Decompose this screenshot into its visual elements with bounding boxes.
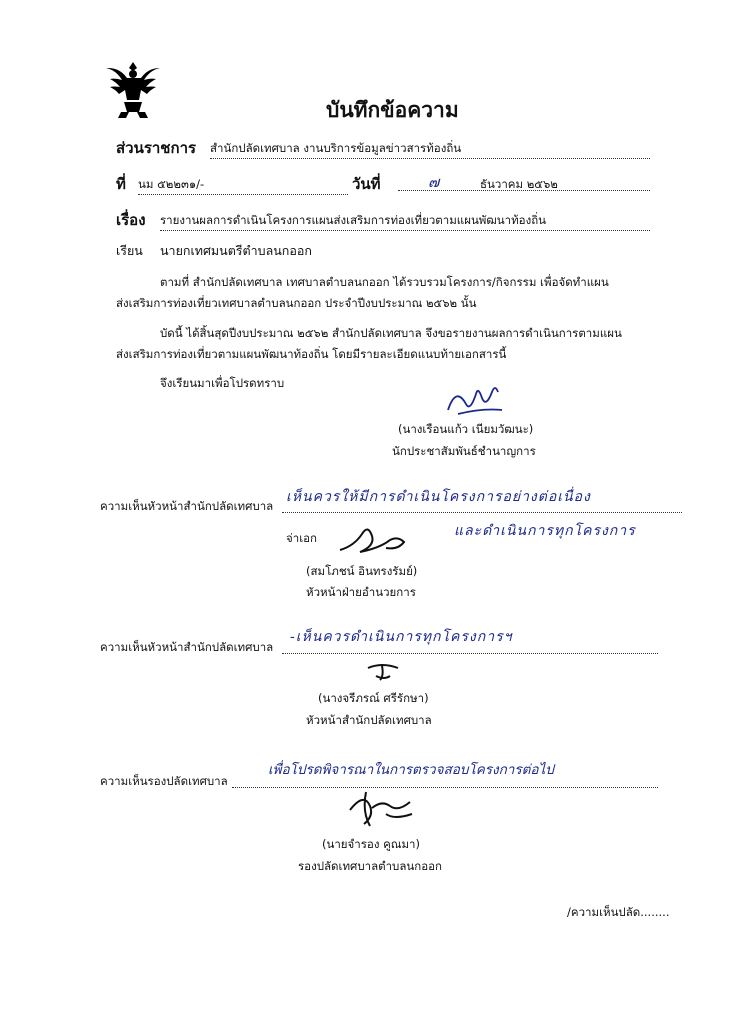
signer-1-position: นักประชาสัมพันธ์ชำนาญการ — [392, 444, 536, 458]
signature-4-icon — [342, 788, 422, 832]
opinion-1-position: หัวหน้าฝ่ายอำนวยการ — [306, 585, 416, 599]
opinion-1-label: ความเห็นหัวหน้าสำนักปลัดเทศบาล — [100, 499, 274, 513]
salutation-value: นายกเทศมนตรีตำบลนกออก — [160, 243, 312, 258]
date-label: วันที่ — [352, 175, 381, 193]
opinion-3-handwritten: เพื่อโปรดพิจารณาในการตรวจสอบโครงการต่อไป — [268, 762, 554, 778]
page-title: บันทึกข้อความ — [326, 98, 459, 122]
signer-1-name: (นางเรือนแก้ว เนียมวัฒนะ) — [398, 422, 534, 436]
opinion-1-handwritten-line-2: และดำเนินการทุกโครงการ — [454, 523, 636, 539]
garuda-emblem-icon — [104, 58, 162, 120]
ref-value: นม ๕๒๒๓๑/- — [138, 176, 348, 195]
body-paragraph-1-line-1: ตามที่ สำนักปลัดเทศบาล เทศบาลตำบลนกออก ได้รวบรวมโครงการ/กิจกรรม เพื่อจัดทำแผน — [160, 275, 609, 289]
opinion-3-label: ความเห็นรองปลัดเทศบาล — [100, 774, 228, 788]
opinion-2-handwritten: -เห็นควรดำเนินการทุกโครงการฯ — [290, 629, 513, 645]
opinion-2-position: หัวหน้าสำนักปลัดเทศบาล — [306, 713, 432, 727]
signature-1-icon — [438, 380, 518, 420]
subject-value: รายงานผลการดำเนินโครงการแผนส่งเสริมการท่องเที่ยวตามแผนพัฒนาท้องถิ่น — [160, 212, 650, 231]
agency-value: สำนักปลัดเทศบาล งานบริการข้อมูลข่าวสารท้องถิ่น — [210, 140, 650, 159]
signature-3-icon — [364, 660, 404, 684]
opinion-3-name: (นายจำรอง คูณมา) — [322, 837, 420, 851]
date-month-year: ธันวาคม ๒๕๖๒ — [480, 177, 558, 191]
signature-2-icon — [334, 520, 414, 560]
opinion-1-handwritten-line-1: เห็นควรให้มีการดำเนินโครงการอย่างต่อเนื่อง — [286, 489, 591, 505]
body-closing: จึงเรียนมาเพื่อโปรดทราบ — [160, 376, 285, 390]
opinion-1-name: (สมโภชน์ อินทรงรัมย์) — [306, 564, 418, 578]
opinion-2-label: ความเห็นหัวหน้าสำนักปลัดเทศบาล — [100, 640, 274, 654]
opinion-2-name: (นางจรีภรณ์ ศรีรักษา) — [318, 691, 429, 705]
opinion-3-position: รองปลัดเทศบาลตำบลนกออก — [298, 859, 443, 873]
body-paragraph-2-line-1: บัดนี้ ได้สิ้นสุดปีงบประมาณ ๒๕๖๒ สำนักปลัดเทศบาล จึงขอรายงานผลการดำเนินการตามแผน — [160, 326, 622, 340]
ref-label: ที่ — [116, 175, 126, 193]
agency-label: ส่วนราชการ — [116, 139, 197, 157]
body-paragraph-2-line-2: ส่งเสริมการท่องเที่ยวตามแผนพัฒนาท้องถิ่น โดยมีรายละเอียดแนบท้ายเอกสารนี้ — [116, 347, 507, 361]
opinion-1-note: จ่าเอก — [286, 531, 317, 545]
date-day: ๗ — [428, 173, 440, 191]
continuation-note: /ความเห็นปลัด........ — [567, 905, 670, 919]
salutation-label: เรียน — [116, 243, 143, 258]
subject-label: เรื่อง — [116, 211, 146, 229]
body-paragraph-1-line-2: ส่งเสริมการท่องเที่ยวเทศบาลตำบลนกออก ประจำปีงบประมาณ ๒๕๖๒ นั้น — [116, 296, 477, 310]
